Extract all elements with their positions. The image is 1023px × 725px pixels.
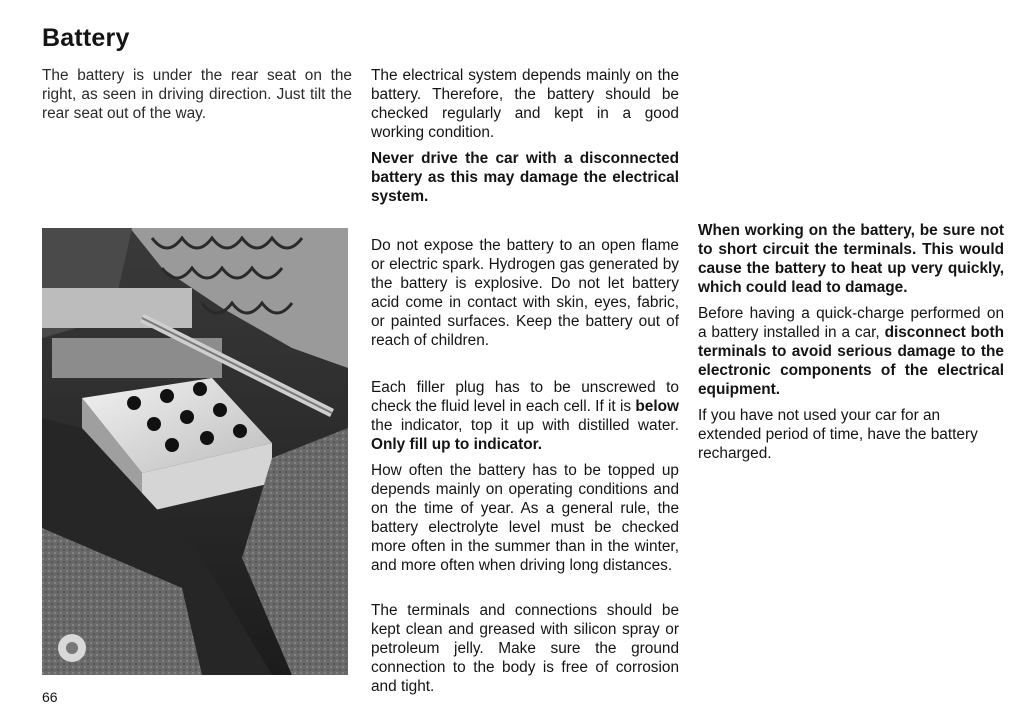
filler-plug-paragraph: Each filler plug has to be unscrewed to check the fluid level in each cell. If it is below the indicator, top it up with distilled water. Only fill up to indicator.: [371, 379, 679, 453]
disconnected-battery-warning: Never drive the car with a disconnected battery as this may damage the electrical system.: [371, 150, 679, 205]
disconnect-terminals-emphasis: disconnect both terminals to avoid serious damage to the electronic components of the electrical equipment.: [698, 324, 1004, 398]
page-title: Battery: [42, 24, 130, 52]
battery-photo-image: [42, 228, 348, 675]
column-right: [698, 221, 1004, 470]
recharge-paragraph: If you have not used your car for an extended period of time, have the battery recharged.: [698, 407, 978, 462]
fill-indicator-emphasis: Only fill up to indicator.: [371, 436, 543, 453]
page-number: 66: [42, 689, 58, 705]
terminals-paragraph: The terminals and connections should be kept clean and greased with silicon spray or petroleum jelly. Make sure the ground connection to the body is free of corrosion and tight.: [371, 602, 679, 695]
below-emphasis: below: [635, 398, 679, 415]
battery-photo: [42, 228, 348, 675]
column-left: [42, 66, 352, 130]
topping-frequency-paragraph: How often the battery has to be topped up depends mainly on operating conditions and on the time of year. As a general rule, the battery electrolyte level must be checked more often in the summer than in the winter, and more often when driving long distances.: [371, 462, 679, 574]
intro-paragraph: The battery is under the rear seat on the right, as seen in driving direction. Just tilt the rear seat out of the way.: [42, 67, 352, 122]
column-middle: [371, 66, 679, 703]
open-flame-paragraph: Do not expose the battery to an open flame or electric spark. Hydrogen gas generated by the battery is explosive. Do not let battery acid come in contact with skin, eyes, fabric, or painted surfaces. Keep the battery out of reach of children.: [371, 237, 679, 349]
short-circuit-warning: When working on the battery, be sure not to short circuit the terminals. This would cause the battery to heat up very quickly, which could lead to damage.: [698, 222, 1004, 296]
electrical-system-paragraph: The electrical system depends mainly on the battery. Therefore, the battery should be checked regularly and kept in a good working condition.: [371, 67, 679, 141]
quick-charge-paragraph: Before having a quick-charge performed on a battery installed in a car, disconnect both terminals to avoid serious damage to the electronic components of the electrical equipment.: [698, 305, 1004, 398]
